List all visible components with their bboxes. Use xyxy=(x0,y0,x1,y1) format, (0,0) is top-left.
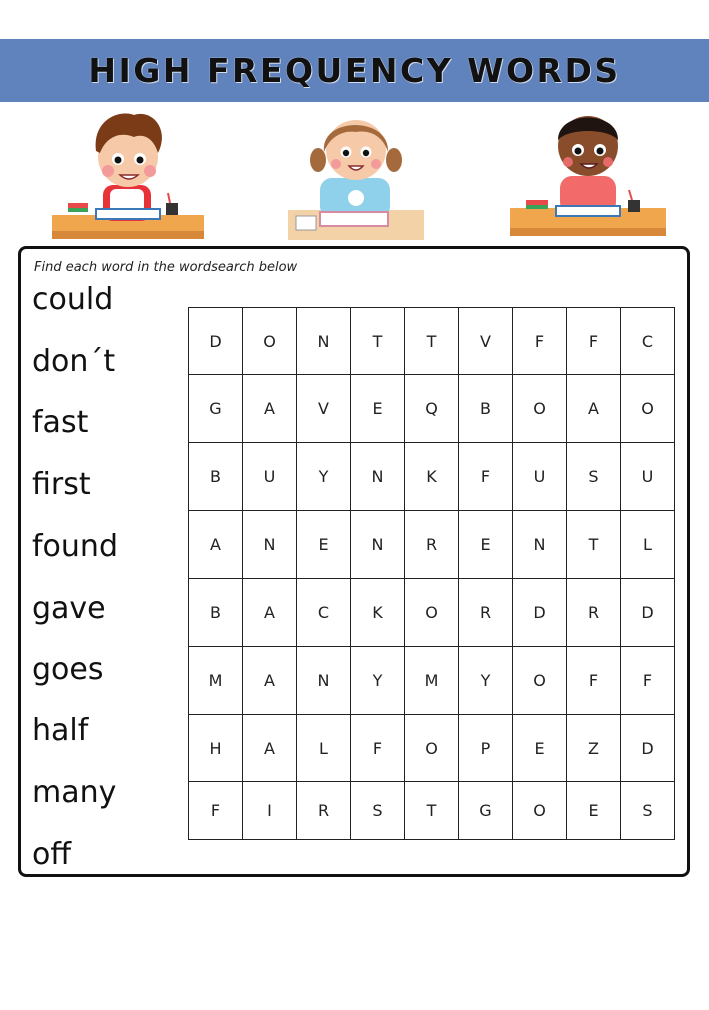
grid-letter-cell[interactable]: O xyxy=(621,375,675,443)
grid-row xyxy=(189,443,675,511)
grid-letter-cell[interactable]: T xyxy=(405,782,459,840)
grid-letter-cell[interactable]: I xyxy=(243,782,297,840)
boy-dark-hair-illustration xyxy=(508,106,670,238)
grid-letter-cell[interactable]: F xyxy=(351,715,405,782)
grid-letter-cell[interactable]: D xyxy=(513,579,567,647)
grid-letter-cell[interactable]: S xyxy=(567,443,621,511)
grid-letter-cell[interactable]: B xyxy=(189,579,243,647)
grid-letter-cell[interactable]: F xyxy=(567,647,621,715)
word-list-item: don´t xyxy=(32,344,116,379)
word-list-item: fast xyxy=(32,405,89,440)
grid-letter-cell[interactable]: E xyxy=(513,715,567,782)
word-list-item: first xyxy=(32,467,91,502)
word-list-item: could xyxy=(32,282,114,317)
grid-letter-cell[interactable]: V xyxy=(459,308,513,375)
grid-letter-cell[interactable]: C xyxy=(621,308,675,375)
grid-letter-cell[interactable]: R xyxy=(297,782,351,840)
grid-letter-cell[interactable]: R xyxy=(459,579,513,647)
grid-letter-cell[interactable]: Y xyxy=(459,647,513,715)
grid-letter-cell[interactable]: F xyxy=(189,782,243,840)
grid-letter-cell[interactable]: N xyxy=(351,443,405,511)
grid-letter-cell[interactable]: K xyxy=(405,443,459,511)
grid-letter-cell[interactable]: M xyxy=(189,647,243,715)
grid-letter-cell[interactable]: O xyxy=(513,782,567,840)
grid-letter-cell[interactable]: F xyxy=(567,308,621,375)
grid-letter-cell[interactable]: E xyxy=(297,511,351,579)
grid-letter-cell[interactable]: N xyxy=(297,308,351,375)
grid-letter-cell[interactable]: B xyxy=(459,375,513,443)
grid-letter-cell[interactable]: O xyxy=(513,375,567,443)
grid-letter-cell[interactable]: R xyxy=(405,511,459,579)
grid-letter-cell[interactable]: D xyxy=(189,308,243,375)
grid-letter-cell[interactable]: T xyxy=(351,308,405,375)
grid-letter-cell[interactable]: F xyxy=(621,647,675,715)
grid-letter-cell[interactable]: T xyxy=(405,308,459,375)
grid-letter-cell[interactable]: V xyxy=(297,375,351,443)
grid-letter-cell[interactable]: A xyxy=(567,375,621,443)
grid-letter-cell[interactable]: D xyxy=(621,715,675,782)
grid-letter-cell[interactable]: O xyxy=(405,715,459,782)
grid-letter-cell[interactable]: T xyxy=(567,511,621,579)
grid-letter-cell[interactable]: S xyxy=(621,782,675,840)
grid-row xyxy=(189,715,675,782)
grid-letter-cell[interactable]: D xyxy=(621,579,675,647)
grid-letter-cell[interactable]: O xyxy=(243,308,297,375)
word-list-item: off xyxy=(32,837,72,872)
grid-letter-cell[interactable]: S xyxy=(351,782,405,840)
grid-letter-cell[interactable]: O xyxy=(513,647,567,715)
grid-letter-cell[interactable]: Q xyxy=(405,375,459,443)
wordsearch-grid xyxy=(188,307,675,840)
grid-letter-cell[interactable]: Y xyxy=(297,443,351,511)
grid-letter-cell[interactable]: P xyxy=(459,715,513,782)
grid-letter-cell[interactable]: Z xyxy=(567,715,621,782)
word-list-item: goes xyxy=(32,652,104,687)
grid-letter-cell[interactable]: Y xyxy=(351,647,405,715)
grid-letter-cell[interactable]: F xyxy=(459,443,513,511)
grid-row xyxy=(189,579,675,647)
grid-letter-cell[interactable]: C xyxy=(297,579,351,647)
grid-letter-cell[interactable]: U xyxy=(513,443,567,511)
grid-letter-cell[interactable]: A xyxy=(243,375,297,443)
word-list-item: found xyxy=(32,529,118,564)
title-banner xyxy=(0,39,709,102)
girl-pigtails-illustration xyxy=(286,108,426,244)
grid-row xyxy=(189,511,675,579)
grid-letter-cell[interactable]: R xyxy=(567,579,621,647)
grid-letter-cell[interactable]: A xyxy=(243,715,297,782)
grid-letter-cell[interactable]: B xyxy=(189,443,243,511)
word-list-item: many xyxy=(32,775,117,810)
page-title: HIGH FREQUENCY WORDS xyxy=(88,51,621,90)
grid-letter-cell[interactable]: E xyxy=(567,782,621,840)
word-list-item: gave xyxy=(32,591,106,626)
boy-curly-hair-illustration xyxy=(48,107,208,242)
grid-row xyxy=(189,647,675,715)
grid-letter-cell[interactable]: N xyxy=(351,511,405,579)
grid-letter-cell[interactable]: L xyxy=(297,715,351,782)
grid-letter-cell[interactable]: G xyxy=(189,375,243,443)
grid-letter-cell[interactable]: U xyxy=(243,443,297,511)
grid-letter-cell[interactable]: H xyxy=(189,715,243,782)
grid-letter-cell[interactable]: N xyxy=(243,511,297,579)
grid-letter-cell[interactable]: N xyxy=(513,511,567,579)
grid-letter-cell[interactable]: K xyxy=(351,579,405,647)
grid-row xyxy=(189,375,675,443)
grid-letter-cell[interactable]: E xyxy=(351,375,405,443)
grid-letter-cell[interactable]: E xyxy=(459,511,513,579)
grid-letter-cell[interactable]: N xyxy=(297,647,351,715)
grid-row xyxy=(189,782,675,840)
grid-letter-cell[interactable]: F xyxy=(513,308,567,375)
grid-row xyxy=(189,308,675,375)
instructions-text: Find each word in the wordsearch below xyxy=(34,260,298,275)
grid-letter-cell[interactable]: A xyxy=(243,579,297,647)
word-list-item: half xyxy=(32,713,89,748)
grid-letter-cell[interactable]: M xyxy=(405,647,459,715)
grid-letter-cell[interactable]: G xyxy=(459,782,513,840)
grid-letter-cell[interactable]: L xyxy=(621,511,675,579)
grid-letter-cell[interactable]: O xyxy=(405,579,459,647)
grid-letter-cell[interactable]: U xyxy=(621,443,675,511)
grid-letter-cell[interactable]: A xyxy=(243,647,297,715)
grid-letter-cell[interactable]: A xyxy=(189,511,243,579)
